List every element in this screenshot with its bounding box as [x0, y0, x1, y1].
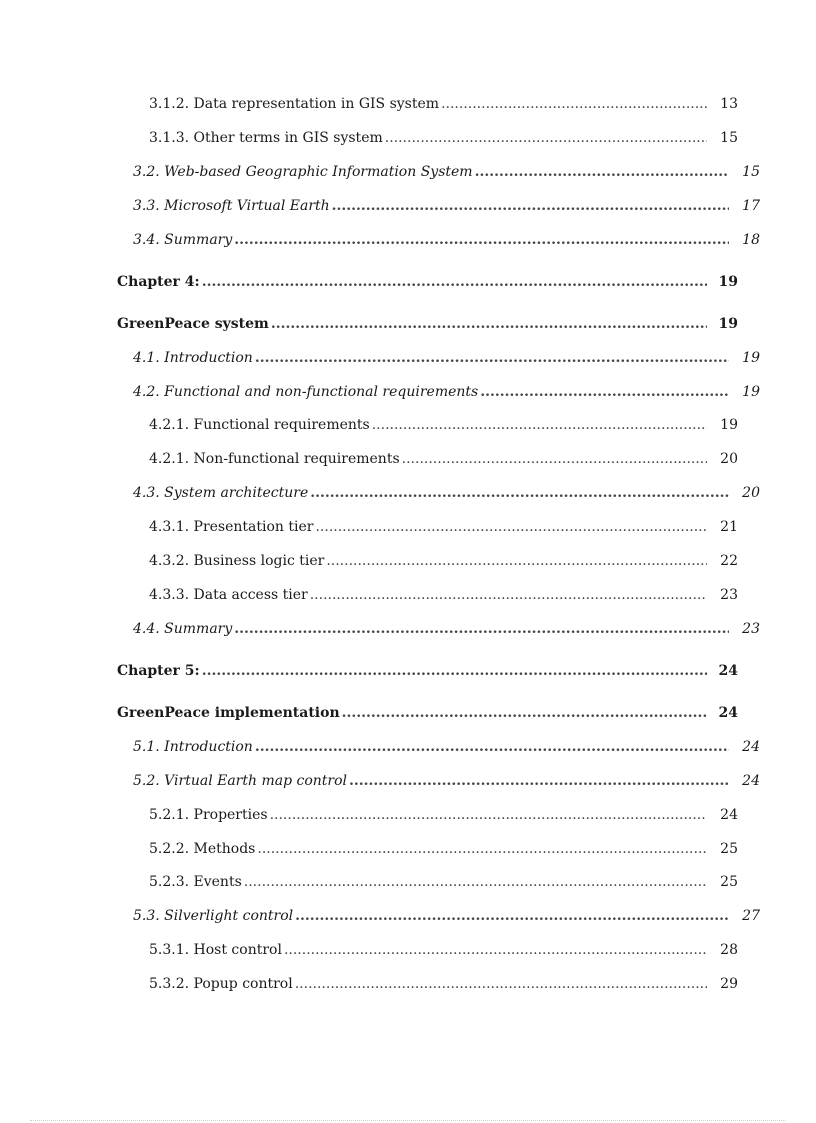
- toc-entry-title: 4.3.2. Business logic tier: [149, 553, 325, 569]
- toc-dot-leader: [402, 449, 707, 469]
- toc-entry[interactable]: [133, 382, 760, 402]
- toc-entry-title: 3.1.2. Data representation in GIS system: [149, 96, 440, 112]
- toc-dot-leader: [202, 272, 707, 292]
- toc-entry-page-number: 22: [720, 553, 738, 569]
- toc-dot-leader: [295, 906, 729, 926]
- toc-dot-leader: [270, 805, 707, 825]
- toc-entry-page-number: 24: [718, 663, 738, 679]
- toc-entry[interactable]: [149, 94, 738, 114]
- toc-entry[interactable]: [133, 619, 760, 639]
- toc-entry[interactable]: [149, 517, 738, 537]
- toc-dot-leader: [372, 415, 707, 435]
- toc-entry[interactable]: [133, 737, 760, 757]
- toc-entry-title: 4.2.1. Functional requirements: [149, 417, 370, 433]
- toc-dot-leader: [385, 128, 707, 148]
- toc-entry-title: 5.2.1. Properties: [149, 807, 268, 823]
- toc-entry[interactable]: [149, 415, 738, 435]
- toc-entry[interactable]: [149, 585, 738, 605]
- toc-entry-title: Chapter 5:: [117, 663, 200, 679]
- toc-dot-leader: [257, 839, 707, 859]
- toc-dot-leader: [244, 872, 707, 892]
- toc-dot-leader: [441, 94, 707, 114]
- toc-entry-title: 5.3.2. Popup control: [149, 976, 293, 992]
- page-bottom-rule: [30, 1120, 786, 1121]
- toc-entry-page-number: 19: [742, 350, 760, 366]
- toc-entry[interactable]: [149, 940, 738, 960]
- toc-dot-leader: [480, 382, 729, 402]
- toc-dot-leader: [234, 619, 729, 639]
- toc-entry-page-number: 19: [718, 274, 738, 290]
- toc-dot-leader: [255, 737, 729, 757]
- toc-dot-leader: [284, 940, 707, 960]
- toc-entry-page-number: 28: [720, 942, 738, 958]
- toc-dot-leader: [332, 196, 729, 216]
- toc-entry[interactable]: [133, 906, 760, 926]
- toc-dot-leader: [202, 661, 707, 681]
- toc-dot-leader: [475, 162, 729, 182]
- toc-entry-page-number: 21: [720, 519, 738, 535]
- toc-dot-leader: [342, 703, 707, 723]
- toc-entry[interactable]: [149, 974, 738, 994]
- toc-entry-title: Chapter 4:: [117, 274, 200, 290]
- toc-entry[interactable]: [133, 771, 760, 791]
- toc-entry-title: 4.3.1. Presentation tier: [149, 519, 314, 535]
- toc-entry-title: 3.3. Microsoft Virtual Earth: [133, 198, 330, 214]
- toc-dot-leader: [271, 314, 707, 334]
- toc-entry-title: 4.4. Summary: [133, 621, 233, 637]
- toc-entry[interactable]: [117, 703, 738, 723]
- toc-entry-title: 4.1. Introduction: [133, 350, 253, 366]
- toc-entry[interactable]: [117, 314, 738, 334]
- toc-entry-page-number: 23: [720, 587, 738, 603]
- toc-entry-page-number: 15: [742, 164, 760, 180]
- toc-entry-page-number: 29: [720, 976, 738, 992]
- toc-entry-page-number: 24: [718, 705, 738, 721]
- toc-entry[interactable]: [149, 551, 738, 571]
- toc-entry-page-number: 27: [742, 908, 760, 924]
- toc-dot-leader: [315, 517, 707, 537]
- toc-entry-title: 5.1. Introduction: [133, 739, 253, 755]
- toc-entry-title: 5.3.1. Host control: [149, 942, 282, 958]
- toc-dot-leader: [326, 551, 707, 571]
- toc-entry-page-number: 25: [720, 874, 738, 890]
- toc-dot-leader: [310, 585, 707, 605]
- toc-entry-page-number: 15: [720, 130, 738, 146]
- toc-entry-title: 5.2. Virtual Earth map control: [133, 773, 348, 789]
- toc-entry-page-number: 24: [720, 807, 738, 823]
- toc-entry[interactable]: [133, 348, 760, 368]
- toc-entry-page-number: 19: [742, 384, 760, 400]
- toc-entry-page-number: 23: [742, 621, 760, 637]
- toc-entry[interactable]: [149, 128, 738, 148]
- toc-entry[interactable]: [133, 196, 760, 216]
- toc-entry[interactable]: [149, 839, 738, 859]
- toc-entry[interactable]: [117, 661, 738, 681]
- toc-dot-leader: [310, 483, 729, 503]
- toc-entry-page-number: 25: [720, 841, 738, 857]
- toc-entry-title: 4.2.1. Non-functional requirements: [149, 451, 400, 467]
- toc-entry[interactable]: [149, 805, 738, 825]
- toc-dot-leader: [349, 771, 729, 791]
- toc-dot-leader: [295, 974, 707, 994]
- toc-entry-page-number: 13: [720, 96, 738, 112]
- toc-entry[interactable]: [117, 272, 738, 292]
- toc-entry-title: 5.3. Silverlight control: [133, 908, 294, 924]
- toc-entry-title: 5.2.2. Methods: [149, 841, 256, 857]
- toc-entry-page-number: 17: [742, 198, 760, 214]
- toc-entry-title: 5.2.3. Events: [149, 874, 242, 890]
- toc-entry[interactable]: [149, 449, 738, 469]
- toc-entry-title: 3.2. Web-based Geographic Information System: [133, 164, 473, 180]
- toc-entry[interactable]: [133, 483, 760, 503]
- toc-entry-page-number: 20: [720, 451, 738, 467]
- toc-dot-leader: [234, 230, 729, 250]
- toc-entry-title: GreenPeace system: [117, 316, 269, 332]
- toc-entry[interactable]: [133, 230, 760, 250]
- toc-entry-title: GreenPeace implementation: [117, 705, 340, 721]
- toc-entry-title: 3.4. Summary: [133, 232, 233, 248]
- toc-entry-page-number: 18: [742, 232, 760, 248]
- toc-entry[interactable]: [149, 872, 738, 892]
- toc-entry-page-number: 24: [742, 739, 760, 755]
- toc-entry-page-number: 19: [718, 316, 738, 332]
- toc-entry-page-number: 24: [742, 773, 760, 789]
- toc-entry[interactable]: [133, 162, 760, 182]
- toc-entry-title: 4.3.3. Data access tier: [149, 587, 308, 603]
- toc-entry-page-number: 19: [720, 417, 738, 433]
- toc-entry-title: 4.3. System architecture: [133, 485, 309, 501]
- toc-dot-leader: [255, 348, 729, 368]
- toc-entry-title: 3.1.3. Other terms in GIS system: [149, 130, 383, 146]
- toc-entry-page-number: 20: [742, 485, 760, 501]
- toc-entry-title: 4.2. Functional and non-functional requirements: [133, 384, 479, 400]
